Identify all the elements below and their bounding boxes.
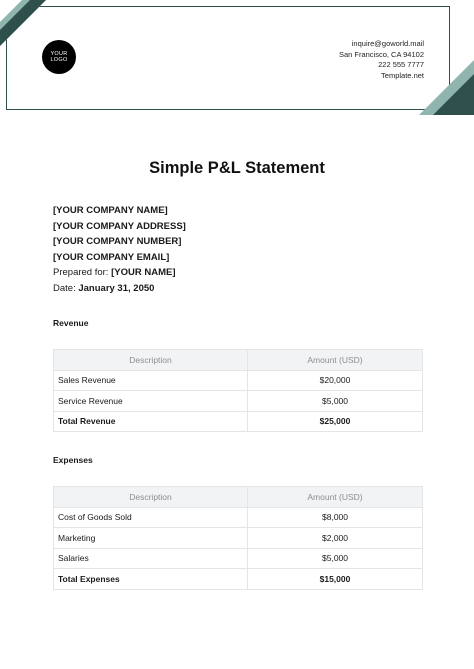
company-email: [YOUR COMPANY EMAIL] (53, 251, 170, 263)
table-row (54, 548, 423, 569)
row-description: Service Revenue (54, 391, 248, 412)
total-row (54, 411, 423, 432)
company-details (53, 203, 186, 296)
row-description: Cost of Goods Sold (54, 507, 248, 528)
table-row (54, 507, 423, 528)
company-logo (42, 40, 76, 74)
table-row (54, 391, 423, 412)
row-amount: $8,000 (248, 507, 423, 528)
table-header-row (54, 487, 423, 508)
revenue-table (53, 349, 423, 432)
total-amount: $25,000 (248, 411, 423, 432)
document-title: Simple P&L Statement (149, 159, 325, 177)
row-description: Marketing (54, 528, 248, 549)
expenses-section-label: Expenses (53, 455, 93, 465)
prepared-for (53, 265, 186, 281)
contact-website: Template.net (381, 70, 424, 80)
total-row (54, 569, 423, 590)
contact-phone: 222 555 7777 (378, 60, 424, 69)
row-amount: $2,000 (248, 528, 423, 549)
column-header-description: Description (54, 487, 248, 508)
contact-email: inquire@goworld.mail (351, 39, 424, 48)
revenue-section-label: Revenue (53, 318, 89, 328)
row-description: Sales Revenue (54, 370, 248, 391)
contact-info (339, 39, 424, 81)
total-description: Total Expenses (54, 569, 248, 590)
date-value: January 31, 2050 (78, 282, 155, 294)
column-header-amount: Amount (USD) (248, 350, 423, 371)
prepared-for-value: [YOUR NAME] (111, 267, 176, 278)
logo-text-line1: YOUR (50, 50, 68, 57)
row-description: Salaries (54, 548, 248, 569)
column-header-description: Description (54, 350, 248, 371)
prepared-for-label: Prepared for: (53, 267, 112, 278)
expenses-table (53, 486, 423, 590)
company-name: [YOUR COMPANY NAME] (53, 205, 168, 216)
logo-text-line2: LOGO (50, 57, 68, 63)
table-row (54, 528, 423, 549)
table-row (54, 370, 423, 391)
date-label: Date: (53, 282, 79, 294)
total-amount: $15,000 (248, 569, 423, 590)
company-number: [YOUR COMPANY NUMBER] (53, 236, 182, 247)
row-amount: $20,000 (248, 370, 423, 391)
table-header-row (54, 350, 423, 371)
row-amount: $5,000 (248, 391, 423, 412)
total-description: Total Revenue (54, 411, 248, 432)
row-amount: $5,000 (248, 548, 423, 569)
company-address: [YOUR COMPANY ADDRESS] (53, 220, 186, 232)
column-header-amount: Amount (USD) (248, 487, 423, 508)
contact-address: San Francisco, CA 94102 (338, 49, 424, 59)
statement-date (53, 281, 186, 297)
